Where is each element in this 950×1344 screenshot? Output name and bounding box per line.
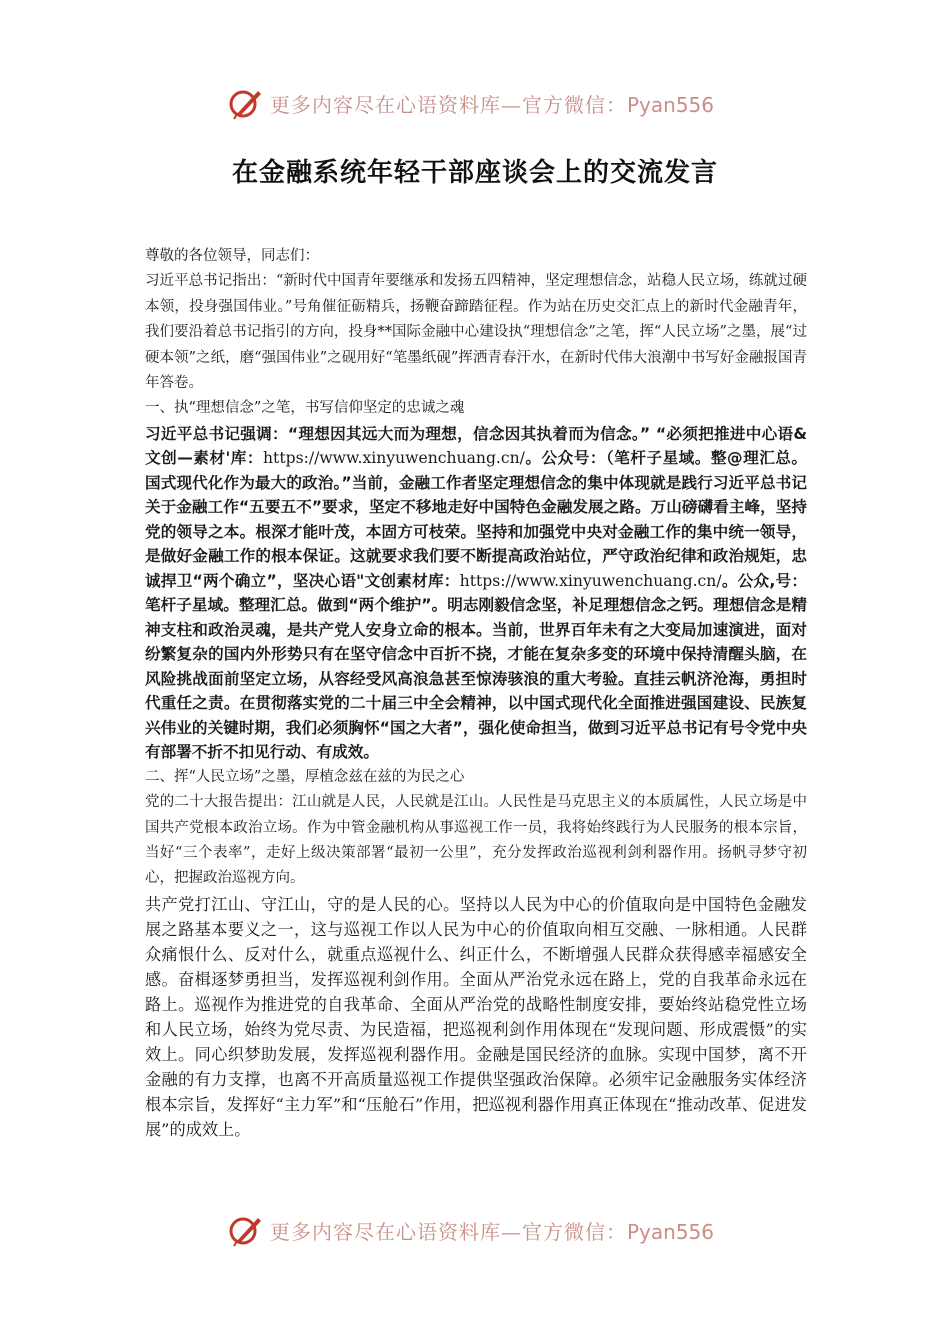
section2-heading: 二、挥“人民立场”之墨，厚植念兹在兹的为民之心 [145,768,465,785]
quill-logo-icon [228,85,264,121]
wechat-id: Pyan556 [627,92,715,117]
source-link[interactable]: https://www.xinyuwenchuang.cn/ [459,571,722,590]
footer-banner [228,1210,728,1250]
wechat-id: Pyan556 [627,1219,715,1244]
section1-heading: 一、执“理想信念”之笔，书写信仰坚定的忠诚之魂 [145,400,465,417]
section2-paragraph-intro: 党的二十大报告提出：江山就是人民，人民就是江山。人民性是马克思主义的本质属性，人民立场是中国共产党根本政治立场。作为中管金融机构从事巡视工作一员，我将始终践行为人民服务的根本宗旨，当好“三个表率”，走好上级决策部署“最初一公里”，充分发挥政治巡视利剑利器作用。扬帆寻梦守初心，把握政治巡视方向。 [145,794,807,887]
banner-text: 更多内容尽在心语资料库—官方微信：Pyan556 [270,92,715,117]
intro-paragraph: 习近平总书记指出：“新时代中国青年要继承和发扬五四精神，坚定理想信念，站稳人民立场，练就过硬本领，投身强国伟业。”号角催征砺精兵，扬鞭奋蹄踏征程。作为站在历史交汇点上的新时代金融青年，我们要沿着总书记指引的方向，投身**国际金融中心建设执“理想信念”之笔，挥“人民立场”之墨，展“过硬本领”之纸，磨“强国伟业”之砚用好“笔墨纸砚”挥洒青春汗水，在新时代伟大浪潮中书写好金融报国青年答卷。 [145,273,807,392]
banner-text: 更多内容尽在心语资料库—官方微信：Pyan556 [270,1219,715,1244]
document-body [145,244,807,1142]
salutation: 尊敬的各位领导，同志们： [145,248,319,264]
section2-paragraph: 共产党打江山、守江山，守的是人民的心。坚持以人民为中心的价值取向是中国特色金融发展之路基本要义之一，这与巡视工作以人民为中心的价值取向相互交融、一脉相通。人民群众痛恨什么、反对什么，就重点巡视什么、纠正什么，不断增强人民群众获得感幸福感安全感。奋楫逐梦勇担当，发挥巡视利剑作用。全面从严治党永远在路上，党的自我革命永远在路上。巡视作为推进党的自我革命、全面从严治党的战略性制度安排，要始终站稳党性立场和人民立场，始终为党尽责、为民造福，把巡视利剑作用体现在“发现问题、形成震慑”的实效上。同心织梦助发展，发挥巡视利器作用。金融是国民经济的血脉。实现中国梦，离不开金融的有力支撑，也离不开高质量巡视工作提供坚强政治保障。必须牢记金融服务实体经济根本宗旨，发挥好“主力军”和“压舱石”作用，把巡视利器作用真正体现在“推动改革、促进发展”的成效上。 [145,894,807,1139]
document-title: 在金融系统年轻干部座谈会上的交流发言 [231,158,718,188]
header-banner [228,83,728,123]
section1-paragraph: 习近平总书记强调：“理想因其远大而为理想，信念因其执着而为信念。” “必须把推进中心语&文创—素材'库：https://www.xinyuwenchuang.cn/。公众号：（笔杆子星域。整@理汇总。国式现代化作为最大的政治。”当前，金融工作者坚定理想信念的集中体现就是践行习近平总书记关于金融工作“五要五不”要求，坚定不移地走好中国特色金融发展之路。万山磅礴看主峰，坚持党的领导之本。根深才能叶茂，本固方可枝荣。坚持和加强党中央对金融工作的集中统一领导，是做好金融工作的根本保证。这就要求我们要不断提高政治站位，严守政治纪律和政治规矩，忠诚捍卫“两个确立”，坚决心语"文创素材库：https://www.xinyuwenchuang.cn/。公众,号：笔杆子星域。整理汇总。做到“两个维护”。明志刚毅信念坚，补足理想信念之钙。理想信念是精神支柱和政治灵魂，是共产党人安身立命的根本。当前，世界百年未有之大变局加速演进，面对纷繁复杂的国内外形势只有在坚守信念中百折不挠，才能在复杂多变的环境中保持清醒头脑，在风险挑战面前坚定立场，从容经受风高浪急甚至惊涛骇浪的重大考验。直挂云帆济沧海，勇担时代重任之责。在贯彻落实党的二十届三中全会精神，以中国式现代化全面推进强国建设、民族复兴伟业的关键时期，我们必须胸怀“国之大者”，强化使命担当，做到习近平总书记有号令党中央有部署不折不扣见行动、有成效。 [145,424,807,762]
source-link[interactable]: https://www.xinyuwenchuang.cn/ [263,449,525,468]
quill-logo-icon [228,1212,264,1248]
